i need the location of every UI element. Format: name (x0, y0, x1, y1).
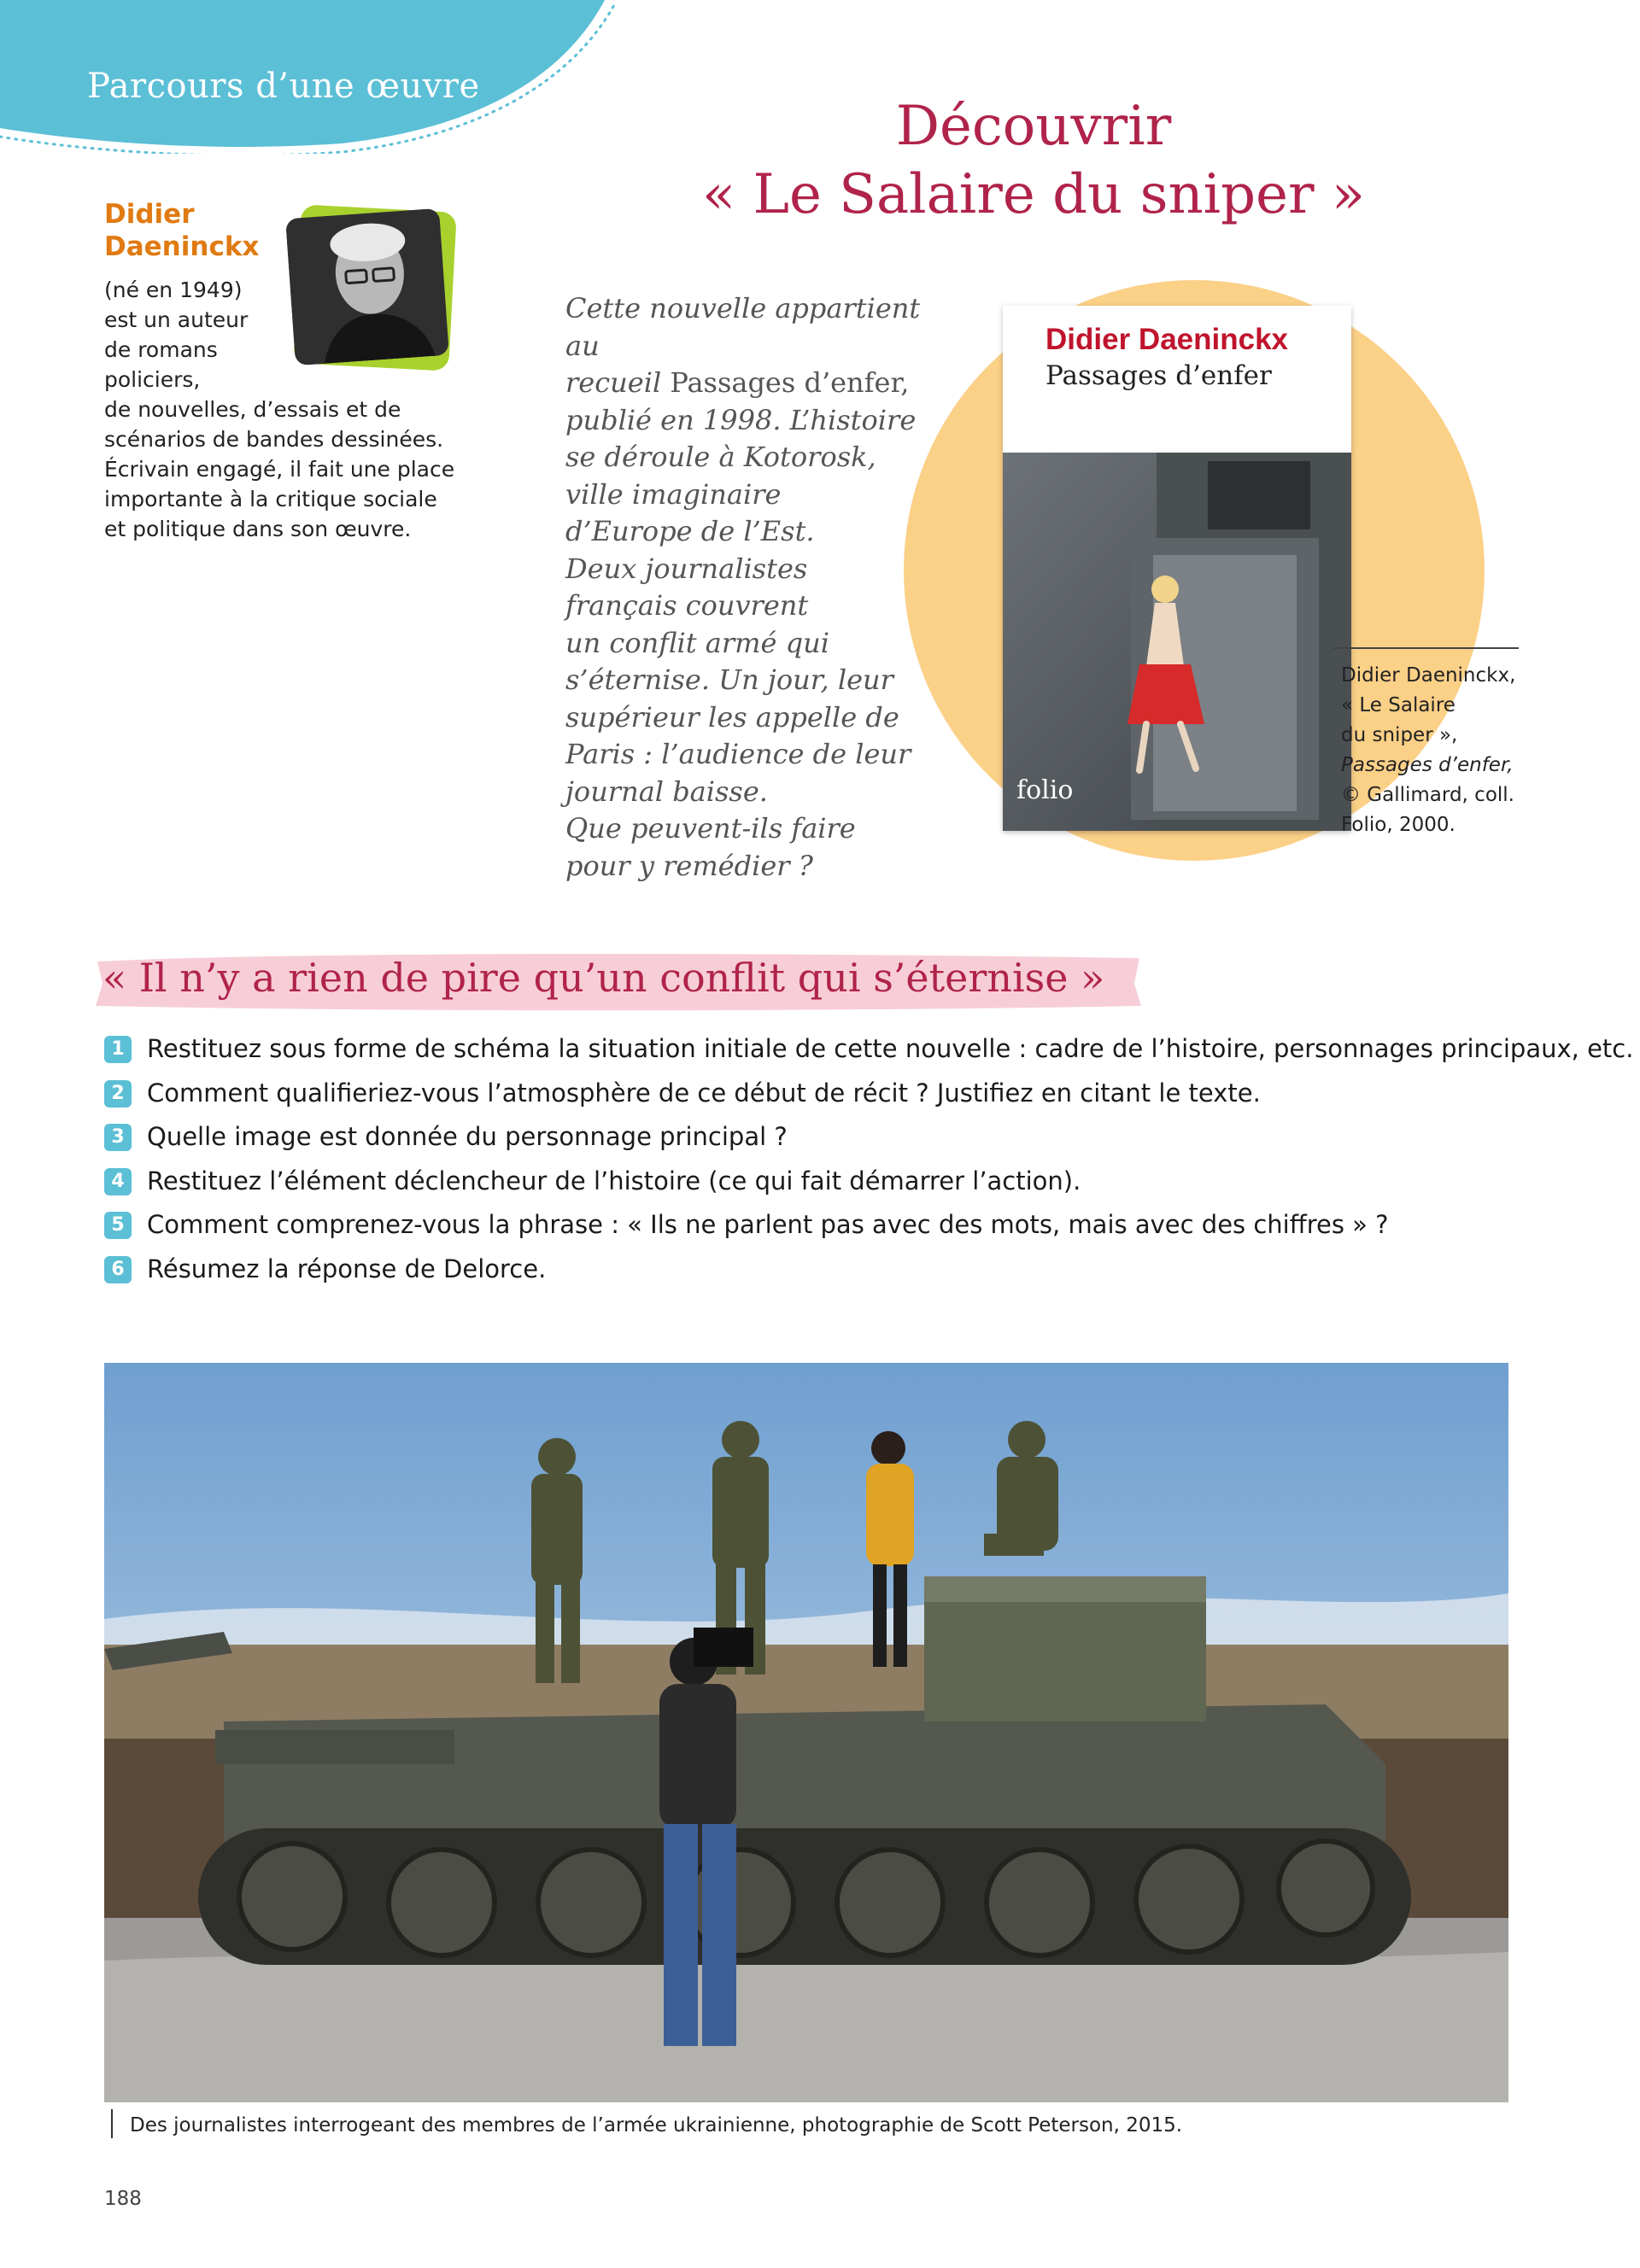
intro-line: français couvrent (565, 589, 809, 622)
intro-line: un conflit armé qui (565, 626, 829, 659)
source-line: Passages d’enfer, (1341, 754, 1514, 776)
source-rule (1332, 647, 1519, 649)
question-text: Restituez l’élément déclencheur de l’histoire (ce qui fait démarrer l’action). (147, 1166, 1081, 1195)
question-number-badge: 2 (104, 1080, 132, 1108)
intro-line: journal baisse. (565, 775, 768, 808)
intro-line: publié en 1998. L’histoire (565, 403, 917, 436)
question-number-badge: 5 (104, 1212, 132, 1239)
source-line: © Gallimard, coll. (1341, 784, 1514, 806)
intro-line (565, 365, 924, 402)
author-name-last: Daeninckx (104, 231, 260, 262)
title-line-1: Découvrir (895, 95, 1172, 158)
section-label: Parcours d’une œuvre (87, 67, 480, 106)
source-line: du sniper », (1341, 724, 1458, 746)
source-line: « Le Salaire (1341, 694, 1456, 716)
photo-caption: Des journalistes interrogeant des membres de l’armée ukrainienne, photographie de Scott Peterson, 2015. (130, 2114, 1183, 2136)
author-name (104, 198, 275, 263)
bio-line: Écrivain engagé, il fait une place (104, 457, 455, 482)
cover-illustration (1003, 453, 1351, 831)
intro-line: ville imaginaire (565, 477, 782, 511)
page-number: 188 (104, 2188, 142, 2210)
bio-line: importante à la critique sociale (104, 487, 437, 511)
cover-author: Didier Daeninckx (1046, 323, 1288, 356)
section-heading: « Il n’y a rien de pire qu’un conflit qui s’éternise » (102, 955, 1105, 1001)
intro-line: Paris : l’audience de leur (565, 738, 911, 770)
intro-line: pour y remédier ? (565, 849, 813, 882)
source-line: Folio, 2000. (1341, 814, 1456, 836)
bio-line: de romans (104, 337, 218, 362)
intro-line: se déroule à Kotorosk, (565, 441, 876, 473)
bio-line: policiers, (104, 367, 201, 392)
bio-line: et politique dans son œuvre. (104, 517, 412, 541)
question-text: Comment comprenez-vous la phrase : « Ils ne parlent pas avec des mots, mais avec des chiffres » ? (147, 1210, 1389, 1239)
question-item (102, 1119, 1538, 1164)
question-item (102, 1164, 1538, 1208)
question-text: Quelle image est donnée du personnage principal ? (147, 1122, 788, 1151)
cover-title: Passages d’enfer (1046, 360, 1272, 391)
bio-line: est un auteur (104, 307, 249, 332)
question-number-badge: 1 (104, 1036, 132, 1063)
question-text: Comment qualifieriez-vous l’atmosphère de ce début de récit ? Justifiez en citant le texte. (147, 1078, 1261, 1108)
bio-line: (né en 1949) (104, 278, 243, 302)
book-source (1341, 661, 1520, 840)
intro-line: s’éternise. Un jour, leur (565, 663, 893, 696)
bio-line: scénarios de bandes dessinées. (104, 427, 444, 452)
question-text: Résumez la réponse de Delorce. (147, 1254, 547, 1283)
question-item (102, 1076, 1538, 1120)
intro-line: supérieur les appelle de (565, 700, 899, 734)
caption-rule (111, 2109, 113, 2138)
intro-paragraph (565, 290, 924, 885)
cover-imprint: folio (1016, 775, 1074, 805)
page-title (666, 92, 1401, 229)
intro-line: Que peuvent-ils faire (565, 812, 856, 845)
intro-book-title: Passages d’enfer, (661, 366, 910, 399)
question-item (102, 1032, 1634, 1076)
question-number-badge: 4 (104, 1168, 132, 1195)
question-number-badge: 3 (104, 1124, 132, 1151)
book-cover (1003, 306, 1351, 831)
intro-italic-fragment: recueil (565, 366, 662, 399)
question-text: Restituez sous forme de schéma la situation initiale de cette nouvelle : cadre de l’histoire, personnages principaux, etc. (147, 1034, 1634, 1063)
title-line-2: « Le Salaire du sniper » (701, 163, 1366, 226)
intro-line: d’Europe de l’Est. (565, 515, 815, 547)
question-item (102, 1207, 1538, 1252)
intro-line: Cette nouvelle appartient au (565, 292, 921, 362)
source-line: Didier Daeninckx, (1341, 664, 1516, 687)
war-journalists-photo (104, 1363, 1508, 2102)
author-name-first: Didier (104, 199, 195, 230)
author-portrait (285, 205, 456, 371)
intro-line: Deux journalistes (565, 552, 808, 585)
bio-line: de nouvelles, d’essais et de (104, 397, 401, 422)
question-number-badge: 6 (104, 1256, 132, 1283)
question-item (102, 1252, 1538, 1296)
question-list (102, 1032, 1634, 1295)
